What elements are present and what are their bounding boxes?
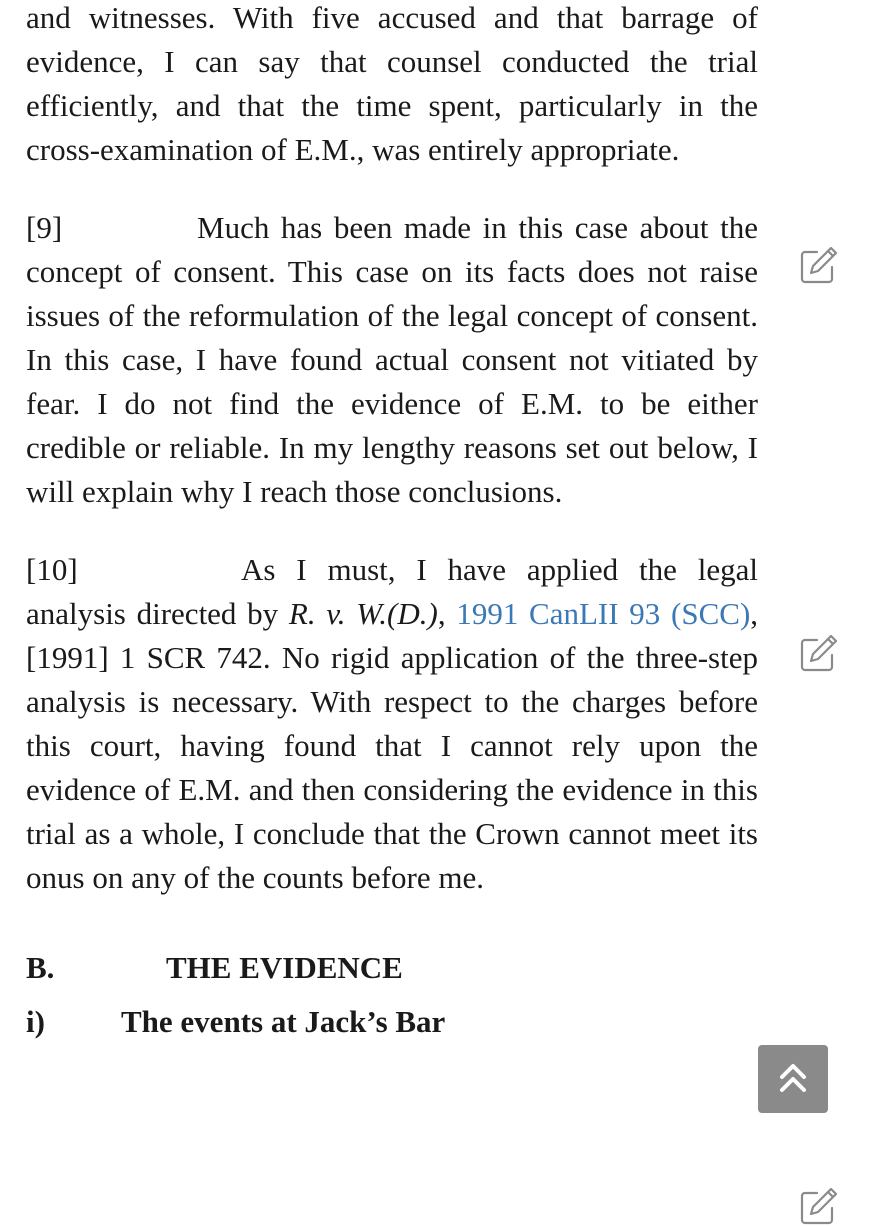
paragraph-number: [10] — [26, 552, 78, 587]
section-title: THE EVIDENCE — [166, 950, 403, 985]
paragraph-10 — [26, 548, 758, 900]
subsection-heading-i — [26, 1000, 758, 1044]
document-body — [26, 0, 758, 1044]
subsection-number: i) — [26, 1004, 45, 1039]
section-heading-b — [26, 946, 758, 990]
section-number: B. — [26, 950, 55, 985]
pencil-square-icon[interactable] — [799, 245, 839, 285]
paragraph-text: As I must, I have applied the legal analysis directed by — [26, 552, 758, 631]
citation-link[interactable]: 1991 CanLII 93 (SCC) — [456, 596, 751, 631]
pencil-square-icon[interactable] — [799, 633, 839, 673]
paragraph-text: Much has been made in this case about the concept of consent. This case on its facts does not raise issues of the reformulation of the legal concept of consent. In this case, I have found actual consent not vitiated by fear. I do not find the evidence of E.M. to be either credible or reliable. In my lengthy reasons set out below, I will explain why I reach those conclusions. — [26, 210, 758, 509]
paragraph-text: , [1991] 1 SCR 742. No rigid application of the three-step analysis is necessary. With respect to the charges before this court, having found that I cannot rely upon the evidence of E.M. and then considering the evidence in this trial as a whole, I conclude that the Crown cannot meet its onus on any of the counts before me. — [26, 596, 759, 895]
paragraph-9 — [26, 206, 758, 514]
subsection-title: The events at Jack’s Bar — [121, 1004, 446, 1039]
case-name: R. v. W.(D.) — [288, 596, 438, 631]
back-to-top-button[interactable] — [758, 1045, 828, 1113]
paragraph-8-tail: and witnesses. With five accused and that barrage of evidence, I can say that counsel conducted the trial efficiently, and that the time spent, particularly in the cross-examination of E.M., was entirely appropriate. — [26, 0, 758, 167]
separator: , — [437, 596, 457, 631]
double-chevron-up-icon — [758, 1045, 828, 1113]
pencil-square-icon[interactable] — [799, 1186, 839, 1226]
paragraph-number: [9] — [26, 210, 63, 245]
